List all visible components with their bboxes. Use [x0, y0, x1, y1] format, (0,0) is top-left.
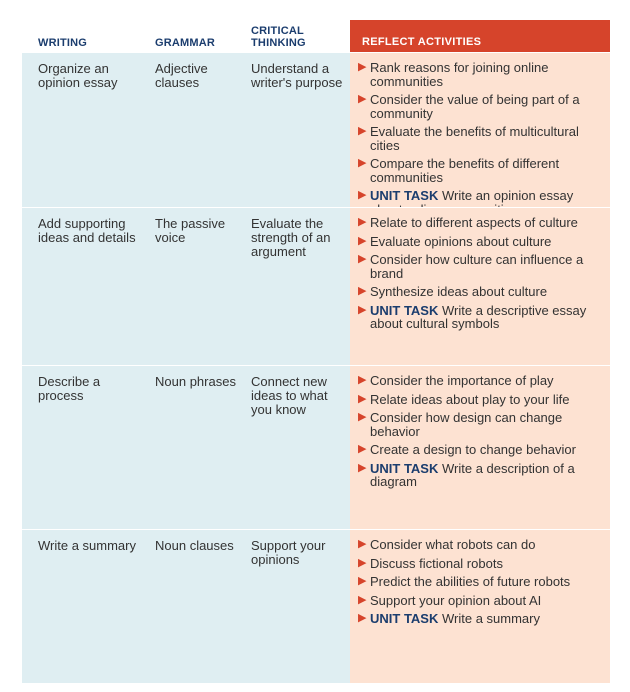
triangle-bullet-icon: ▶ [358, 443, 367, 455]
activity-item [356, 125, 606, 152]
triangle-bullet-icon: ▶ [358, 189, 367, 201]
header-reflect-activities: REFLECT ACTIVITIES [350, 20, 610, 52]
triangle-bullet-icon: ▶ [358, 234, 367, 247]
activity-item [356, 253, 606, 280]
triangle-bullet-icon: ▶ [358, 575, 367, 587]
header-critical-line1: CRITICAL [251, 25, 304, 37]
unit-task-label: UNIT TASK [370, 302, 439, 318]
activity-text: Rank reasons for joining online communities [370, 60, 549, 89]
triangle-bullet-icon: ▶ [358, 538, 367, 550]
activity-text: Predict the abilities of future robots [370, 574, 571, 589]
table-row [22, 52, 610, 207]
unit-task-label: UNIT TASK [370, 188, 439, 203]
activity-text: Consider what robots can do [370, 537, 536, 552]
triangle-bullet-icon: ▶ [358, 593, 367, 606]
activity-text: Evaluate opinions about culture [370, 233, 552, 249]
activity-text: Consider how design can change behavior [370, 410, 563, 439]
triangle-bullet-icon: ▶ [358, 612, 367, 624]
activity-item [356, 157, 606, 184]
writing-cell: Write a summary [38, 538, 136, 553]
activities-list [356, 61, 606, 221]
triangle-bullet-icon: ▶ [358, 157, 367, 169]
activity-text: Relate ideas about play to your life [370, 391, 570, 407]
activity-item [356, 443, 606, 457]
triangle-bullet-icon: ▶ [358, 374, 367, 386]
header-writing: WRITING [38, 37, 88, 49]
header-grammar: GRAMMAR [155, 37, 216, 49]
activity-item [356, 538, 606, 552]
activity-text: Consider the importance of play [370, 373, 554, 388]
activities-list [356, 538, 606, 631]
table-header [22, 20, 610, 52]
activity-text: Consider how culture can influence a brand [370, 252, 584, 281]
writing-cell: Add supporting ideas and details [38, 216, 136, 245]
activity-text: Write an opinion essay [441, 188, 574, 203]
activity-text: Consider the value of being part of a community [370, 92, 580, 121]
activity-item [356, 557, 606, 571]
activity-item [356, 61, 606, 88]
activities-list [356, 216, 606, 336]
activity-text: Relate to different aspects of culture [370, 215, 578, 230]
table-row [22, 529, 610, 683]
unit-task-label: UNIT TASK [370, 611, 439, 626]
triangle-bullet-icon: ▶ [358, 411, 367, 423]
grammar-cell: The passive voice [155, 216, 226, 245]
activity-text: Write a description of a diagram [370, 460, 575, 489]
activity-item [356, 374, 606, 388]
activity-item [356, 411, 606, 438]
header-critical-line2: THINKING [251, 37, 306, 49]
critical-thinking-cell: Evaluate the strength of an argument [251, 216, 331, 259]
writing-cell: Organize an opinion essay [38, 61, 118, 90]
activity-item [356, 462, 606, 489]
triangle-bullet-icon: ▶ [358, 556, 367, 569]
activity-text: Discuss fictional robots [370, 555, 503, 571]
syllabus-table [22, 20, 610, 683]
activity-text: Support your opinion about AI [370, 592, 542, 608]
critical-thinking-cell: Connect new ideas to what you know [251, 374, 328, 417]
table-body [22, 52, 610, 683]
table-row [22, 365, 610, 529]
writing-cell: Describe a process [38, 374, 101, 403]
activity-text: Create a design to change behavior [370, 442, 576, 457]
activity-text: Write a summary [438, 611, 540, 626]
activity-item [356, 575, 606, 589]
triangle-bullet-icon: ▶ [358, 285, 367, 297]
activity-item [356, 93, 606, 120]
activity-item [356, 285, 606, 299]
triangle-bullet-icon: ▶ [358, 216, 367, 228]
triangle-bullet-icon: ▶ [358, 125, 367, 137]
activity-text: Compare the benefits of different communities [370, 156, 560, 185]
triangle-bullet-icon: ▶ [358, 461, 367, 474]
activity-text: Synthesize ideas about culture [370, 284, 548, 299]
activity-item [356, 235, 606, 249]
grammar-cell: Adjective clauses [155, 61, 208, 90]
critical-thinking-cell: Support your opinions [251, 538, 326, 567]
critical-thinking-cell: Understand a writer's purpose [251, 61, 343, 90]
activity-item [356, 216, 606, 230]
triangle-bullet-icon: ▶ [358, 253, 367, 265]
activity-item [356, 594, 606, 608]
table-row [22, 207, 610, 365]
activity-item [356, 304, 606, 331]
unit-task-label: UNIT TASK [370, 460, 439, 476]
activity-text: Evaluate the benefits of multicultural cities [370, 124, 579, 153]
grammar-cell: Noun clauses [155, 538, 234, 553]
grammar-cell: Noun phrases [155, 374, 236, 389]
activities-list [356, 374, 606, 494]
activity-item [356, 393, 606, 407]
triangle-bullet-icon: ▶ [358, 93, 367, 105]
activity-item [356, 612, 606, 626]
triangle-bullet-icon: ▶ [358, 61, 367, 73]
triangle-bullet-icon: ▶ [358, 303, 367, 316]
triangle-bullet-icon: ▶ [358, 392, 367, 405]
header-critical-thinking [251, 25, 306, 49]
activity-text: Write a descriptive essay about cultural symbols [370, 302, 587, 331]
